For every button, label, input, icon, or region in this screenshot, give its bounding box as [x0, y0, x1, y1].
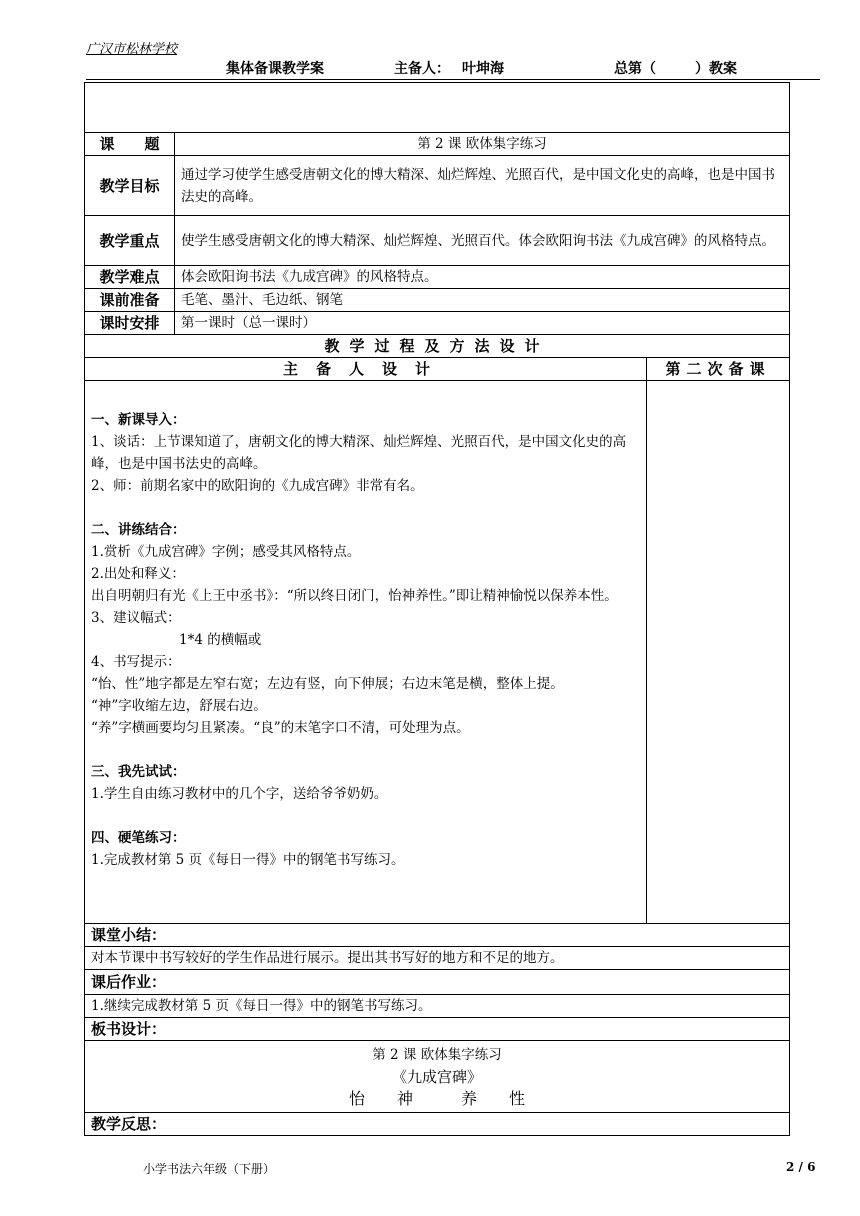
topic-row: [85, 133, 790, 156]
board-line-3: 怡 神 养 性: [349, 1088, 526, 1108]
board-label-row: [85, 1018, 790, 1041]
goal-label: 教学目标: [85, 156, 175, 216]
schedule-value: 第一课时（总一课时）: [175, 312, 790, 335]
goal-value: 通过学习使学生感受唐朝文化的博大精深、灿烂辉煌、光照百代，是中国文化史的高峰，也是中国书法史的高峰。: [175, 156, 790, 216]
design-row: [85, 381, 790, 924]
page-number: 2 / 6: [786, 1160, 816, 1174]
design-line: 出自明朝归有光《上王中丞书》：“所以终日闭门，怡神养性。”即让精神愉悦以保养本性。: [91, 588, 618, 604]
board-design: [85, 1041, 790, 1113]
summary-row: [85, 947, 790, 970]
prep-label: 课前准备: [85, 289, 175, 312]
blank-row: [85, 83, 790, 133]
summary-label-row: [85, 924, 790, 947]
section-4-title: 四、硬笔练习：: [91, 830, 186, 846]
difficulty-label: 教学难点: [85, 266, 175, 289]
section-1-title: 一、新课导入：: [91, 412, 186, 428]
presenter-label: 主备人：: [394, 61, 450, 77]
schedule-row: [85, 312, 790, 335]
summary-label: 课堂小结：: [85, 924, 790, 947]
design-line: 1*4 的横幅或: [179, 632, 262, 648]
design-line: “怡、性”地字都是左窄右宽；左边有竖，向下伸展；右边末笔是横，整体上提。: [91, 676, 564, 692]
reflection-row: [85, 1113, 790, 1136]
school-name: 广汉市松林学校: [86, 42, 178, 57]
page-header: [0, 58, 860, 76]
reflection-label: 教学反思：: [85, 1113, 790, 1136]
section-2-title: 二、讲练结合：: [91, 522, 186, 538]
design-line: 3、建议幅式：: [91, 610, 181, 626]
board-line-2: 《九成宫碑》: [392, 1067, 483, 1086]
design-line: 2.出处和释义：: [91, 566, 185, 582]
design-line: 1.学生自由练习教材中的几个字，送给爷爷奶奶。: [91, 786, 388, 802]
design-line: 2、师：前期名家中的欧阳询的《九成宫碑》非常有名。: [91, 478, 424, 494]
homework-label: 课后作业：: [85, 970, 790, 995]
schedule-label: 课时安排: [85, 312, 175, 335]
header-title: 集体备课教学案: [226, 61, 324, 77]
column-header-row: [85, 358, 790, 381]
design-content: [85, 381, 647, 924]
prep-value: 毛笔、墨汁、毛边纸、钢笔: [175, 289, 790, 312]
focus-value: 使学生感受唐朝文化的博大精深、灿烂辉煌、光照百代。体会欧阳询书法《九成宫碑》的风格特点。: [175, 216, 790, 266]
design-line: “养”字横画要均匀且紧凑。“良”的末笔字口不清，可处理为点。: [91, 720, 470, 736]
homework-value: 1.继续完成教材第 5 页《每日一得》中的钢笔书写练习。: [85, 995, 790, 1018]
design-line: 1.完成教材第 5 页《每日一得》中的钢笔书写练习。: [91, 852, 405, 868]
topic-label: 课 题: [85, 133, 175, 156]
board-row: [85, 1041, 790, 1113]
focus-row: [85, 216, 790, 266]
homework-label-row: [85, 970, 790, 995]
focus-label: 教学重点: [85, 216, 175, 266]
lesson-plan-table: [84, 82, 790, 1136]
second-prep-cell: [647, 381, 790, 924]
book-name: 小学书法六年级（下册）: [143, 1162, 276, 1176]
board-label: 板书设计：: [85, 1018, 790, 1041]
design-line: 1.赏析《九成宫碑》字例；感受其风格特点。: [91, 544, 361, 560]
blank-cell: [85, 83, 790, 133]
process-title: 教学过程及方法设计: [85, 335, 790, 358]
board-line-1: 第 2 课 欧体集字练习: [372, 1046, 502, 1063]
design-line: 4、书写提示：: [91, 654, 181, 670]
homework-row: [85, 995, 790, 1018]
second-prep-label: 第二次备课: [647, 358, 790, 381]
lesson-number-label: 总第（ ）教案: [614, 61, 737, 77]
design-line: “神”字收缩左边，舒展右边。: [91, 698, 267, 714]
main-design-label: 主备人设计: [85, 358, 647, 381]
process-title-row: [85, 335, 790, 358]
topic-value: 第 2 课 欧体集字练习: [175, 133, 790, 156]
header-rule: [86, 79, 820, 80]
summary-value: 对本节课中书写较好的学生作品进行展示。提出其书写好的地方和不足的地方。: [85, 947, 790, 970]
difficulty-value: 体会欧阳询书法《九成宫碑》的风格特点。: [175, 266, 790, 289]
difficulty-row: [85, 266, 790, 289]
goal-row: [85, 156, 790, 216]
presenter-name: 叶坤海: [462, 61, 504, 77]
section-3-title: 三、我先试试：: [91, 764, 186, 780]
design-line: 1、谈话：上节课知道了，唐朝文化的博大精深、灿烂辉煌、光照百代，是中国文化史的高峰，也是中国书法史的高峰。: [91, 434, 627, 472]
prep-row: [85, 289, 790, 312]
